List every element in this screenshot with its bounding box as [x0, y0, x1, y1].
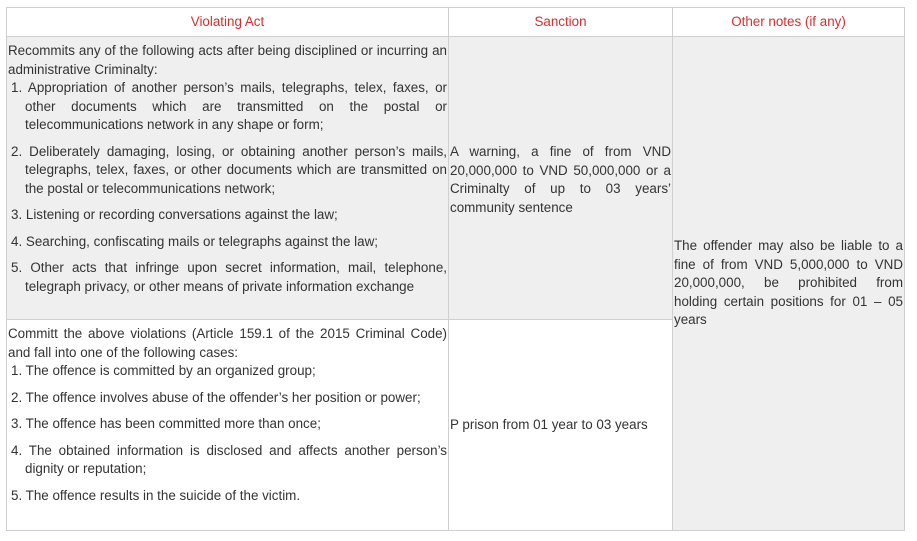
list-item: 5. The offence results in the suicide of the victim. — [11, 487, 301, 503]
violating-act-cell — [7, 320, 449, 531]
sanction-cell: A warning, a fine of from VND 20,000,000 to VND 50,000,000 or a Criminalty of up to 03 years’ community sentence — [449, 37, 673, 320]
header-sanction: Sanction — [449, 8, 673, 37]
list-item: 3. The offence has been committed more than once; — [11, 416, 321, 431]
violation-intro: Committ the above violations (Article 159.1 of the 2015 Criminal Code) and fall into one of the following cases: — [8, 326, 447, 360]
list-item: 4. The obtained information is disclosed and affects another person’s dignity or reputation; — [11, 442, 447, 476]
header-violating-act: Violating Act — [7, 8, 449, 37]
list-item: 4. Searching, confiscating mails or telegraphs against the law; — [11, 233, 378, 249]
violation-intro: Recommits any of the following acts after being disciplined or incurring an administrative Criminalty: — [8, 43, 447, 77]
sanctions-table — [6, 7, 905, 531]
violation-list — [8, 362, 447, 505]
list-item: 2. Deliberately damaging, losing, or obtaining another person’s mails, telegraphs, telex, faxes, or other documents which are transmitted on the postal or telecommunications network; — [11, 143, 447, 196]
table-row — [7, 37, 905, 320]
violating-act-cell — [7, 37, 449, 320]
sanction-cell: P prison from 01 year to 03 years — [449, 320, 673, 531]
list-item: 5. Other acts that infringe upon secret information, mail, telephone, telegraph privacy, or other means of private information exchange — [11, 260, 447, 294]
list-item: 2. The offence involves abuse of the offender’s her position or power; — [11, 389, 421, 405]
header-row — [7, 8, 905, 37]
other-notes-cell: The offender may also be liable to a fine of from VND 5,000,000 to VND 20,000,000, be prohibited from holding certain positions for 01 – 05 years — [673, 37, 905, 531]
header-other-notes: Other notes (if any) — [673, 8, 905, 37]
violation-list — [8, 79, 447, 296]
list-item: 3. Listening or recording conversations against the law; — [11, 207, 338, 222]
list-item: 1. Appropriation of another person’s mails, telegraphs, telex, faxes, or other documents which are transmitted on the postal or telecommunications network in any shape or form; — [11, 80, 447, 132]
list-item: 1. The offence is committed by an organized group; — [11, 363, 316, 378]
